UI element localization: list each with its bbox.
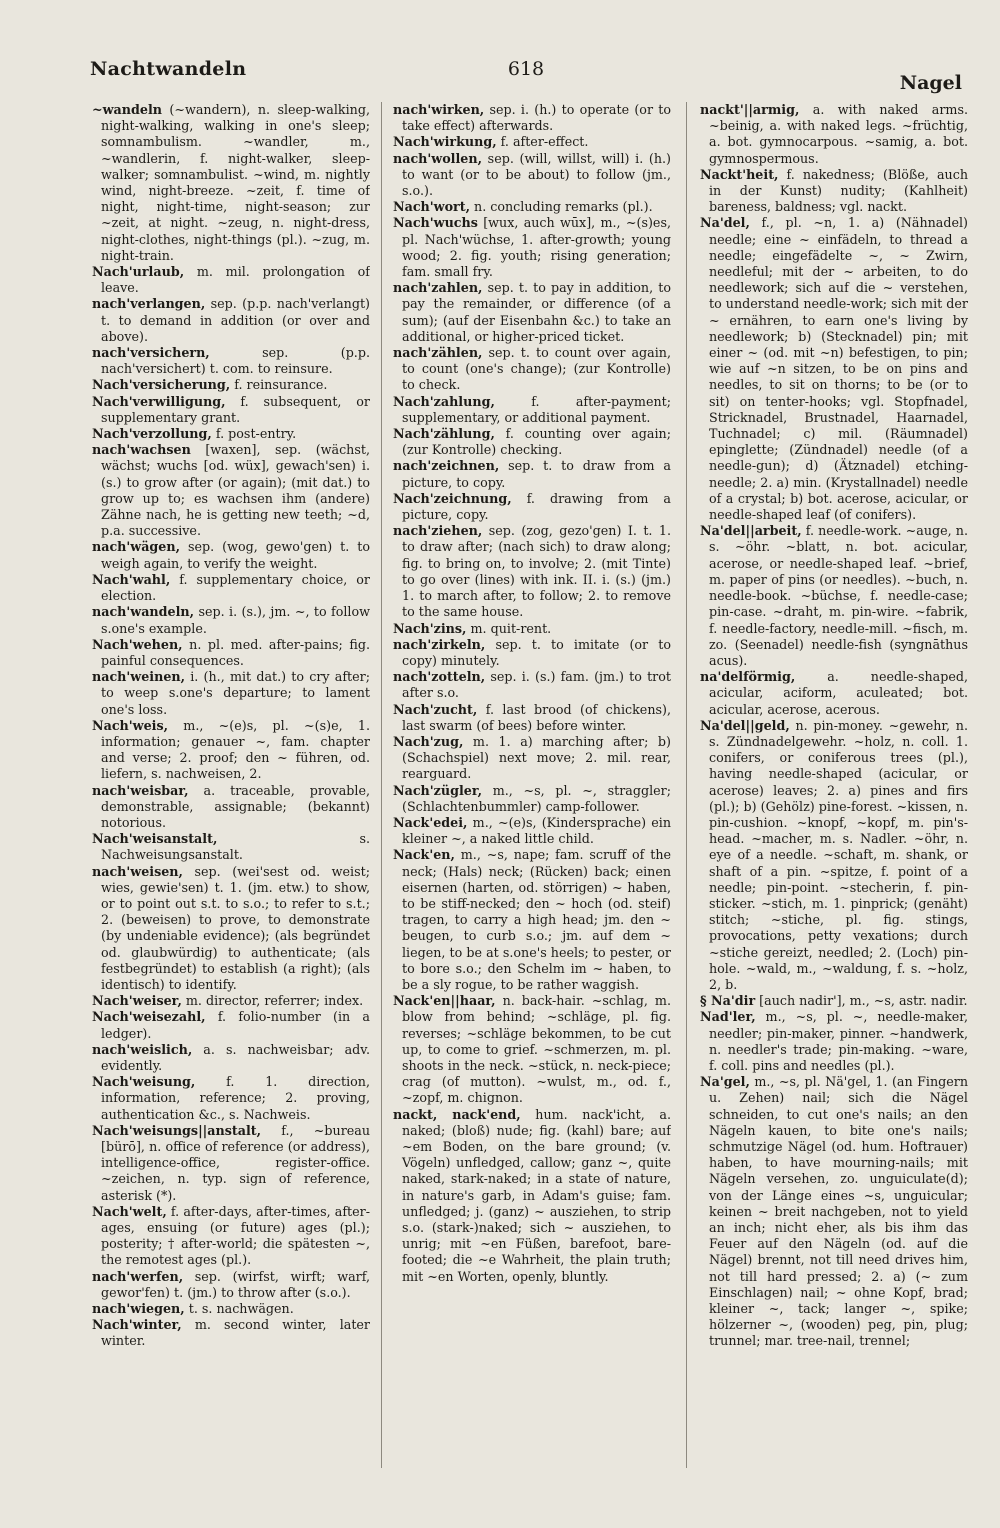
entry-headword: Nach'weisung, (92, 1074, 196, 1090)
entry-headword: Nach'weisanstalt, (92, 831, 218, 847)
dictionary-entry (700, 102, 968, 167)
entry-headword: Nach'weisezahl, (92, 1009, 206, 1025)
entry-headword: nach'ziehen, (393, 523, 483, 539)
entry-definition: f. reinsurance. (230, 377, 328, 393)
entry-headword: nach'wirken, (393, 102, 485, 117)
entry-definition: i. (h., mit dat.) to cry after; to weep s.one's departure; to lament one's loss. (101, 669, 370, 717)
entry-definition: f., ~bureau [bürō], n. office of reference (or address), intelligence-office, register-office. ~zeichen, n. typ. sign of reference, asterisk (*). (101, 1122, 370, 1203)
entry-headword: Nack'edei, (393, 814, 468, 830)
entry-headword: nach'wägen, (92, 539, 181, 555)
dictionary-entry (393, 734, 671, 783)
entry-definition: f. drawing from a picture, copy. (402, 490, 671, 523)
dictionary-entry (92, 426, 370, 442)
dictionary-entry (700, 215, 968, 523)
dictionary-entry (92, 264, 370, 296)
entry-definition: sep. (will, willst, will) i. (h.) to want (or to be about) to follow (jm., s.o.). (402, 150, 671, 199)
entry-definition: f. last brood (of chickens), last swarm (of bees) before winter. (402, 701, 671, 733)
entry-definition: f. needle-work. ~auge, n. s. ~öhr. ~blatt, n. bot. acicular, acerose, or needle-shaped leaf. ~brief, m. paper of pins (or needles). ~buch, n. needle-book. ~büchse, f. needle-case; pin-case. ~draht, m. pin-wire. ~fabrik, f. needle-factory, needle-mill. ~fisch, m. zo. (Seenadel) needle-fish (syngnāthus acus). (709, 523, 968, 668)
dictionary-entry (92, 637, 370, 669)
entry-definition: f., pl. ~n, 1. a) (Nähnadel) needle; eine ~ einfädeln, to thread a needle; eingefädelte ~, ~ Zwirn, needleful; mit der ~ arbeiten, to do needlework; sich auf die ~ verstehen, to understand needle-work; sich mit der ~ ernähren, to earn one's living by needlework; b) (Stecknadel) pin; mit einer ~ (od. mit ~n) befestigen, to pin; wie auf ~n sitzen, to be on pins and needles, to sit on thorns; to be (or to sit) on tenter-hooks; vgl. Stopfnadel, Stricknadel, Brustnadel, Haarnadel, Tuchnadel; c) mil. (Räumnadel) epinglette; (Zündnadel) needle (of a needle-gun); d) (Ätznadel) etching-needle; 2. a) min. (Krystallnadel) needle of a crystal; b) bot. acerose, acicular, or needle-shaped leaf (of conifers). (709, 215, 968, 523)
entry-definition: f. 1. direction, information, reference; 2. proving, authentication &c., s. Nachweis. (101, 1074, 370, 1122)
entry-headword: nach'weislich, (92, 1041, 193, 1057)
entry-headword: Nach'winter, (92, 1317, 182, 1333)
entry-definition: sep. (wei'sest od. weist; wies, gewie'sen) t. 1. (jm. etw.) to show, or to point out s.t. to s.o.; to refer to s.t.; 2. (beweisen) to prove, to demonstrate (by undeniable evidence); (als begründet od. glaubwürdig) to authenticate; (als festbegründet) to establish (a right); (als identisch) to identify. (101, 863, 370, 992)
entry-definition: a. traceable, provable, demonstrable, assignable; (bekannt) notorious. (101, 782, 370, 830)
entry-definition: s. Nachweisungsanstalt. (101, 831, 370, 863)
dictionary-entry (92, 1269, 370, 1301)
dictionary-column-1 (92, 102, 370, 1488)
entry-definition: sep. (wog, gewo'gen) t. to weigh again, to verify the weight. (101, 539, 370, 571)
entry-headword: nach'zahlen, (393, 280, 483, 296)
entry-headword: Na'del||geld, (700, 717, 790, 733)
dictionary-entry (700, 993, 968, 1009)
dictionary-entry (92, 377, 370, 393)
dictionary-entry (393, 102, 671, 134)
entry-definition: f. counting over again; (zur Kontrolle) checking. (402, 426, 671, 458)
entry-definition: m., ~s, nape; fam. scruff of the neck; (Hals) neck; (Rücken) back; einen eisernen (harten, od. störrigen) ~ haben, to be stiff-necked; den ~ hoch (od. steif) tragen, to carry a high head; jm. den ~ beugen, to curb s.o.; jm. auf dem ~ liegen, to be at s.one's heels; to pester, or to bore s.o.; den Schelm im ~ haben, to be a sly rogue, to be rather waggish. (402, 847, 671, 992)
entry-headword: nach'wachsen (92, 442, 191, 458)
entry-headword: Nach'zug, (393, 733, 464, 749)
dictionary-entry (393, 702, 671, 734)
dictionary-entry (92, 783, 370, 832)
dictionary-entry (700, 167, 968, 216)
dictionary-entry (92, 394, 370, 426)
entry-headword: Nach'weisungs||anstalt, (92, 1122, 262, 1138)
dictionary-entry (92, 296, 370, 345)
entry-definition: n. concluding remarks (pl.). (470, 199, 653, 215)
entry-headword: nackt, nack'end, (393, 1106, 521, 1122)
column-divider (381, 102, 382, 1468)
entry-headword: § Na'dir (700, 993, 756, 1009)
dictionary-entry (92, 102, 370, 264)
dictionary-entry (393, 280, 671, 345)
entry-definition: sep. (zog, gezo'gen) I. t. 1. to draw after; (nach sich) to draw along; fig. to bring on, to involve; 2. (mit Tinte) to go over (lines) with ink. II. i. (s.) (jm.) 1. to march after, to follow; 2. to remove to the same house. (402, 523, 671, 620)
dictionary-entry (393, 669, 671, 701)
entry-definition: m., ~s, pl. Nä'gel, 1. (an Fingern u. Zehen) nail; sich die Nägel schneiden, to cut one's nails; an den Nägeln kauen, to bite one's nails; schmutzige Nägel (od. hum. Hoftrauer) haben, to have mourning-nails; mit Nägeln versehen, zo. unguiculate(d); von der Länge eines ~s, unguicular; keinen ~ breit nachgeben, not to yield an inch; nicht eher, als bis ihm das Feuer auf den Nägeln (od. auf die Nägel) brennt, not till need drives him, not till hard pressed; 2. a) (~ zum Einschlagen) nail; ~ ohne Kopf, brad; kleiner ~, tack; langer ~, spike; hölzerner ~, (wooden) peg, pin, plug; trunnel; mar. tree-nail, trennel; (709, 1074, 968, 1349)
entry-headword: Nach'versicherung, (92, 377, 231, 393)
entry-headword: Na'gel, (700, 1074, 750, 1090)
entry-definition: f. after-days, after-times, after-ages, ensuing (or future) ages (pl.); posterity; † after-world; die spätesten ~, the remotest ages (pl.). (101, 1203, 370, 1268)
entry-headword: Nach'wort, (393, 199, 470, 215)
entry-definition: f. post-entry. (211, 426, 297, 442)
entry-headword: Nach'zügler, (393, 782, 483, 798)
dictionary-entry (92, 1301, 370, 1317)
dictionary-entry (700, 1074, 968, 1349)
entry-definition: sep. t. to imitate (or to copy) minutely. (402, 636, 671, 668)
entry-headword: nach'wiegen, (92, 1301, 185, 1317)
entry-definition: sep. (p.p. nach'verlangt) t. to demand in addition (or over and above). (101, 296, 370, 344)
entry-headword: Nach'zahlung, (393, 393, 495, 409)
dictionary-entry (92, 604, 370, 636)
entry-headword: na'delförmig, (700, 669, 796, 685)
entry-headword: nach'wollen, (393, 150, 483, 166)
entry-definition: a. with naked arms. ~beinig, a. with naked legs. ~früchtig, a. bot. gymnocarpous. ~samig, a. bot. gymnospermous. (709, 102, 968, 166)
dictionary-entry (700, 523, 968, 669)
entry-definition: m. second winter, later winter. (101, 1317, 370, 1349)
entry-definition: f. after-effect. (496, 134, 589, 150)
entry-headword: nach'weisbar, (92, 782, 189, 798)
entry-definition: sep. t. to draw from a picture, to copy. (402, 458, 671, 490)
dictionary-entry (393, 783, 671, 815)
entry-definition: [wux, auch wūx], m., ~(s)es, pl. Nach'wüchse, 1. after-growth; young wood; 2. fig. youth; rising generation; fam. small fry. (402, 215, 671, 280)
entry-headword: Nach'wuchs (393, 215, 478, 231)
entry-headword: nach'zeichnen, (393, 458, 500, 474)
entry-headword: nach'wandeln, (92, 604, 195, 620)
entry-definition: sep. t. to pay in addition, to pay the remainder, or difference (of a sum); (auf der Eisenbahn &c.) to take an additional, or higher-priced ticket. (402, 280, 671, 344)
running-head-right: Nagel (899, 72, 962, 94)
entry-definition: sep. (p.p. nach'versichert) t. com. to reinsure. (101, 345, 370, 377)
page-number: 618 (507, 58, 545, 80)
entry-definition: [auch nadir'], m., ~s, astr. nadir. (755, 993, 968, 1009)
entry-definition: m., ~(e)s, pl. ~(s)e, 1. information; genauer ~, fam. chapter and verse; 2. proof; den ~ führen, od. liefern, s. nachweisen, 2. (101, 717, 370, 782)
dictionary-entry (700, 669, 968, 718)
dictionary-entry (393, 458, 671, 490)
entry-headword: nach'versichern, (92, 345, 210, 361)
entry-definition: n. back-hair. ~schlag, m. blow from behind; ~schläge, pl. fig. reverses; ~schläge bekommen, to be cut up, to come to grief. ~schmerzen, m. pl. shoots in the neck. ~stück, n. neck-piece; crag (of mutton). ~wulst, m., od. f., ~zopf, m. chignon. (402, 993, 671, 1106)
entry-headword: Na'del||arbeit, (700, 523, 802, 539)
entry-definition: m. mil. prolongation of leave. (101, 264, 370, 296)
entry-definition: (~wandern), n. sleep-walking, night-walking, walking in one's sleep; somnambulism. ~wandler, m., ~wandlerin, f. night-walker, sleep-walker; somnambulist. ~wind, m. nightly wind, night-breeze. ~zeit, f. time of night, night-time, night-season; zur ~zeit, at night. ~zeug, n. night-dress, night-clothes, night-things (pl.). ~zug, m. night-train. (101, 102, 370, 263)
dictionary-entry (92, 718, 370, 783)
dictionary-entry (700, 718, 968, 993)
entry-definition: m. director, referrer; index. (181, 993, 364, 1009)
entry-definition: f. nakedness; (Blöße, auch in der Kunst) nudity; (Kahlheit) bareness, baldness; vgl. nackt. (709, 166, 968, 215)
dictionary-entry (393, 637, 671, 669)
dictionary-entry (393, 426, 671, 458)
entry-headword: Nack'en||haar, (393, 993, 496, 1009)
entry-headword: nach'werfen, (92, 1268, 184, 1284)
entry-headword: Nach'urlaub, (92, 264, 185, 280)
entry-headword: nach'weisen, (92, 863, 183, 879)
dictionary-entry (92, 345, 370, 377)
entry-headword: Nach'weis, (92, 717, 169, 733)
dictionary-entry (92, 864, 370, 994)
entry-headword: Nach'zins, (393, 620, 467, 636)
dictionary-entry (92, 1042, 370, 1074)
entry-definition: sep. t. to count over again, to count (one's change); (zur Kontrolle) to check. (402, 345, 671, 393)
entry-headword: Nach'welt, (92, 1203, 167, 1219)
entry-headword: nach'verlangen, (92, 296, 206, 312)
dictionary-entry (92, 669, 370, 718)
entry-definition: a. s. nachweisbar; adv. evidently. (101, 1041, 370, 1073)
entry-headword: Nach'zeichnung, (393, 490, 512, 506)
dictionary-entry (92, 1009, 370, 1041)
dictionary-column-2 (393, 102, 671, 1488)
entry-headword: Nad'ler, (700, 1009, 756, 1025)
dictionary-entry (700, 1009, 968, 1074)
entry-definition: hum. nack'icht, a. naked; (bloß) nude; fig. (kahl) bare; auf ~em Boden, on the bare ground; (v. Vögeln) unfledged, callow; ganz ~, quite naked, stark-naked; in a state of nature, in nature's garb, in Adam's guise; fam. unfledged; j. (ganz) ~ ausziehen, to strip s.o. (stark-)naked; sich ~ ausziehen, to unrig; mit ~en Füßen, barefoot, bare-footed; die ~e Wahrheit, the plain truth; mit ~en Worten, openly, bluntly. (402, 1106, 671, 1284)
entry-headword: Nackt'heit, (700, 166, 779, 182)
dictionary-entry (393, 394, 671, 426)
running-head-left: Nachtwandeln (90, 58, 247, 80)
entry-headword: Nack'en, (393, 847, 455, 863)
entry-definition: f. after-payment; supplementary, or additional payment. (402, 393, 671, 425)
entry-headword: nach'zählen, (393, 345, 483, 361)
dictionary-column-3 (700, 102, 968, 1488)
dictionary-entry (92, 539, 370, 571)
dictionary-entry (393, 815, 671, 847)
dictionary-entry (92, 1204, 370, 1269)
column-divider (686, 102, 687, 1468)
entry-definition: sep. i. (h.) to operate (or to take effect) afterwards. (402, 102, 671, 134)
dictionary-entry (393, 199, 671, 215)
dictionary-entry (92, 572, 370, 604)
entry-headword: ~wandeln (92, 102, 162, 117)
entry-definition: m., ~s, pl. ~, straggler; (Schlachtenbummler) camp-follower. (402, 782, 671, 814)
dictionary-entry (393, 151, 671, 200)
dictionary-entry (393, 523, 671, 620)
entry-definition: f. subsequent, or supplementary grant. (101, 393, 370, 425)
entry-headword: nackt'||armig, (700, 102, 800, 117)
entry-headword: nach'zotteln, (393, 669, 486, 685)
dictionary-entry (393, 993, 671, 1106)
entry-headword: Na'del, (700, 215, 750, 231)
entry-definition: sep. (wirfst, wirft; warf, gewor'fen) t. (jm.) to throw after (s.o.). (101, 1268, 370, 1300)
entry-definition: m., ~s, pl. ~, needle-maker, needler; pin-maker, pinner. ~handwerk, n. needler's trade; pin-making. ~ware, f. coll. pins and needles (pl.). (709, 1009, 968, 1073)
dictionary-entry (92, 1317, 370, 1349)
dictionary-entry (393, 345, 671, 394)
entry-headword: nach'weinen, (92, 669, 186, 685)
dictionary-entry (393, 621, 671, 637)
entry-headword: Nach'zucht, (393, 701, 478, 717)
dictionary-entry (92, 831, 370, 863)
entry-headword: Nach'wirkung, (393, 134, 497, 150)
entry-headword: Nach'verzollung, (92, 426, 212, 442)
entry-definition: [waxen], sep. (wächst, wächst; wuchs [od. wüx], gewach'sen) i. (s.) to grow after (or again); (mit dat.) to grow up to; es wachsen ihm (andere) Zähne nach, he is getting new teeth; ~d, p.a. successive. (101, 442, 370, 539)
entry-headword: Nach'verwilligung, (92, 393, 226, 409)
page-header (90, 58, 962, 98)
dictionary-entry (92, 442, 370, 539)
entry-headword: nach'zirkeln, (393, 636, 486, 652)
dictionary-entry (393, 491, 671, 523)
dictionary-entry (92, 1123, 370, 1204)
entry-headword: Nach'zählung, (393, 426, 495, 442)
entry-headword: Nach'wehen, (92, 636, 183, 652)
dictionary-entry (92, 993, 370, 1009)
entry-definition: n. pl. med. after-pains; fig. painful consequences. (101, 636, 370, 668)
entry-headword: Nach'weiser, (92, 993, 182, 1009)
entry-definition: f. folio-number (in a ledger). (101, 1009, 370, 1041)
dictionary-entry (393, 134, 671, 150)
entry-definition: m. quit-rent. (466, 620, 552, 636)
dictionary-entry (393, 1107, 671, 1285)
entry-definition: m., ~(e)s, (Kindersprache) ein kleiner ~, a naked little child. (402, 814, 671, 847)
entry-definition: sep. i. (s.) fam. (jm.) to trot after s.o. (402, 669, 671, 701)
dictionary-entry (393, 215, 671, 280)
dictionary-entry (92, 1074, 370, 1123)
entry-definition: a. needle-shaped, acicular, aciform, aculeated; bot. acicular, acerose, acerous. (709, 669, 968, 717)
entry-definition: f. supplementary choice, or election. (101, 571, 370, 604)
entry-definition: sep. i. (s.), jm. ~, to follow s.one's example. (101, 604, 370, 636)
entry-definition: m. 1. a) marching after; b) (Schachspiel) next move; 2. mil. rear, rearguard. (402, 733, 671, 782)
entry-definition: n. pin-money. ~gewehr, n. s. Zündnadelgewehr. ~holz, n. coll. 1. conifers, or coniferous trees (pl.), having needle-shaped (acicular, or acerose) leaves; 2. a) pines and firs (pl.); b) (Gehölz) pine-forest. ~kissen, n. pin-cushion. ~knopf, ~kopf, m. pin's-head. ~macher, m. s. Nadler. ~öhr, n. eye of a needle. ~schaft, m. shank, or shaft of a pin. ~spitze, f. point of a needle; pin-point. ~stecherin, f. pin-sticker. ~stich, m. 1. pinprick; (genäht) stitch; ~stiche, pl. fig. stings, provocations, petty vexations; durch ~stiche gereizt, needled; 2. (Loch) pin-hole. ~wald, m., ~waldung, f. s. ~holz, 2, b. (709, 717, 968, 992)
entry-headword: Nach'wahl, (92, 571, 171, 587)
dictionary-entry (393, 847, 671, 993)
entry-definition: t. s. nachwägen. (184, 1301, 294, 1317)
